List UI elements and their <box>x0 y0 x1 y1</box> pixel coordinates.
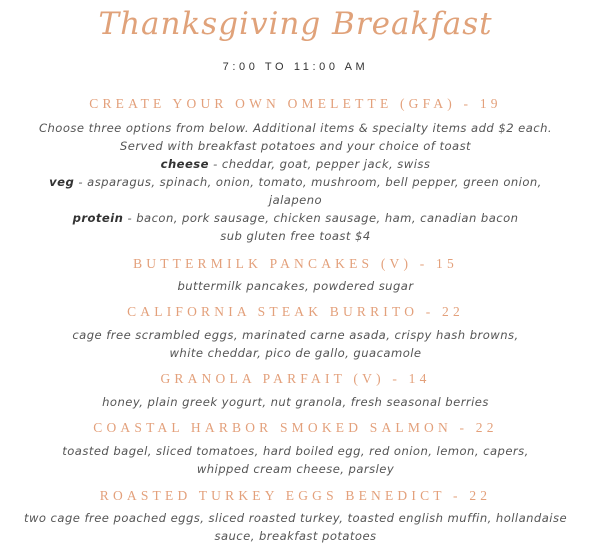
burrito-heading: CALIFORNIA STEAK BURRITO - 22 <box>127 304 464 319</box>
veg-label: veg <box>49 175 75 189</box>
menu-hours: 7:00 TO 11:00 AM <box>222 61 369 73</box>
burrito-line-1: cage free scrambled eggs, marinated carne asada, crispy hash browns, <box>72 328 519 342</box>
omelette-heading: CREATE YOUR OWN OMELETTE (GFA) - 19 <box>89 96 502 111</box>
burrito-line-2: white cheddar, pico de gallo, guacamole <box>169 346 422 360</box>
parfait-heading: GRANOLA PARFAIT (V) - 14 <box>160 371 431 386</box>
pancakes-heading: BUTTERMILK PANCAKES (V) - 15 <box>133 256 458 271</box>
benedict-heading: ROASTED TURKEY EGGS BENEDICT - 22 <box>99 488 492 503</box>
omelette-veg-line-2: jalapeno <box>268 193 323 207</box>
cheese-label: cheese <box>160 157 209 171</box>
omelette-gf-note: sub gluten free toast $4 <box>220 229 371 243</box>
salmon-line-2: whipped cream cheese, parsley <box>196 462 395 476</box>
omelette-cheese-line <box>0 157 591 171</box>
omelette-line-1: Choose three options from below. Additional items & specialty items add $2 each. <box>38 121 553 135</box>
cheese-options: - cheddar, goat, pepper jack, swiss <box>208 157 431 171</box>
benedict-line-1: two cage free poached eggs, sliced roasted turkey, toasted english muffin, hollandaise <box>23 511 568 525</box>
salmon-line-1: toasted bagel, sliced tomatoes, hard boiled egg, red onion, lemon, capers, <box>62 444 529 458</box>
menu-title: Thanksgiving Breakfast <box>98 6 493 42</box>
omelette-veg-line <box>0 175 591 189</box>
pancakes-line-1: buttermilk pancakes, powdered sugar <box>177 279 414 293</box>
parfait-line-1: honey, plain greek yogurt, nut granola, fresh seasonal berries <box>102 395 489 409</box>
benedict-line-2: sauce, breakfast potatoes <box>214 529 377 543</box>
salmon-heading: COASTAL HARBOR SMOKED SALMON - 22 <box>93 420 498 435</box>
omelette-line-2: Served with breakfast potatoes and your choice of toast <box>119 139 472 153</box>
veg-options: - asparagus, spinach, onion, tomato, mushroom, bell pepper, green onion, <box>74 175 542 189</box>
protein-label: protein <box>72 211 124 225</box>
omelette-protein-line <box>0 211 591 225</box>
protein-options: - bacon, pork sausage, chicken sausage, ham, canadian bacon <box>123 211 519 225</box>
